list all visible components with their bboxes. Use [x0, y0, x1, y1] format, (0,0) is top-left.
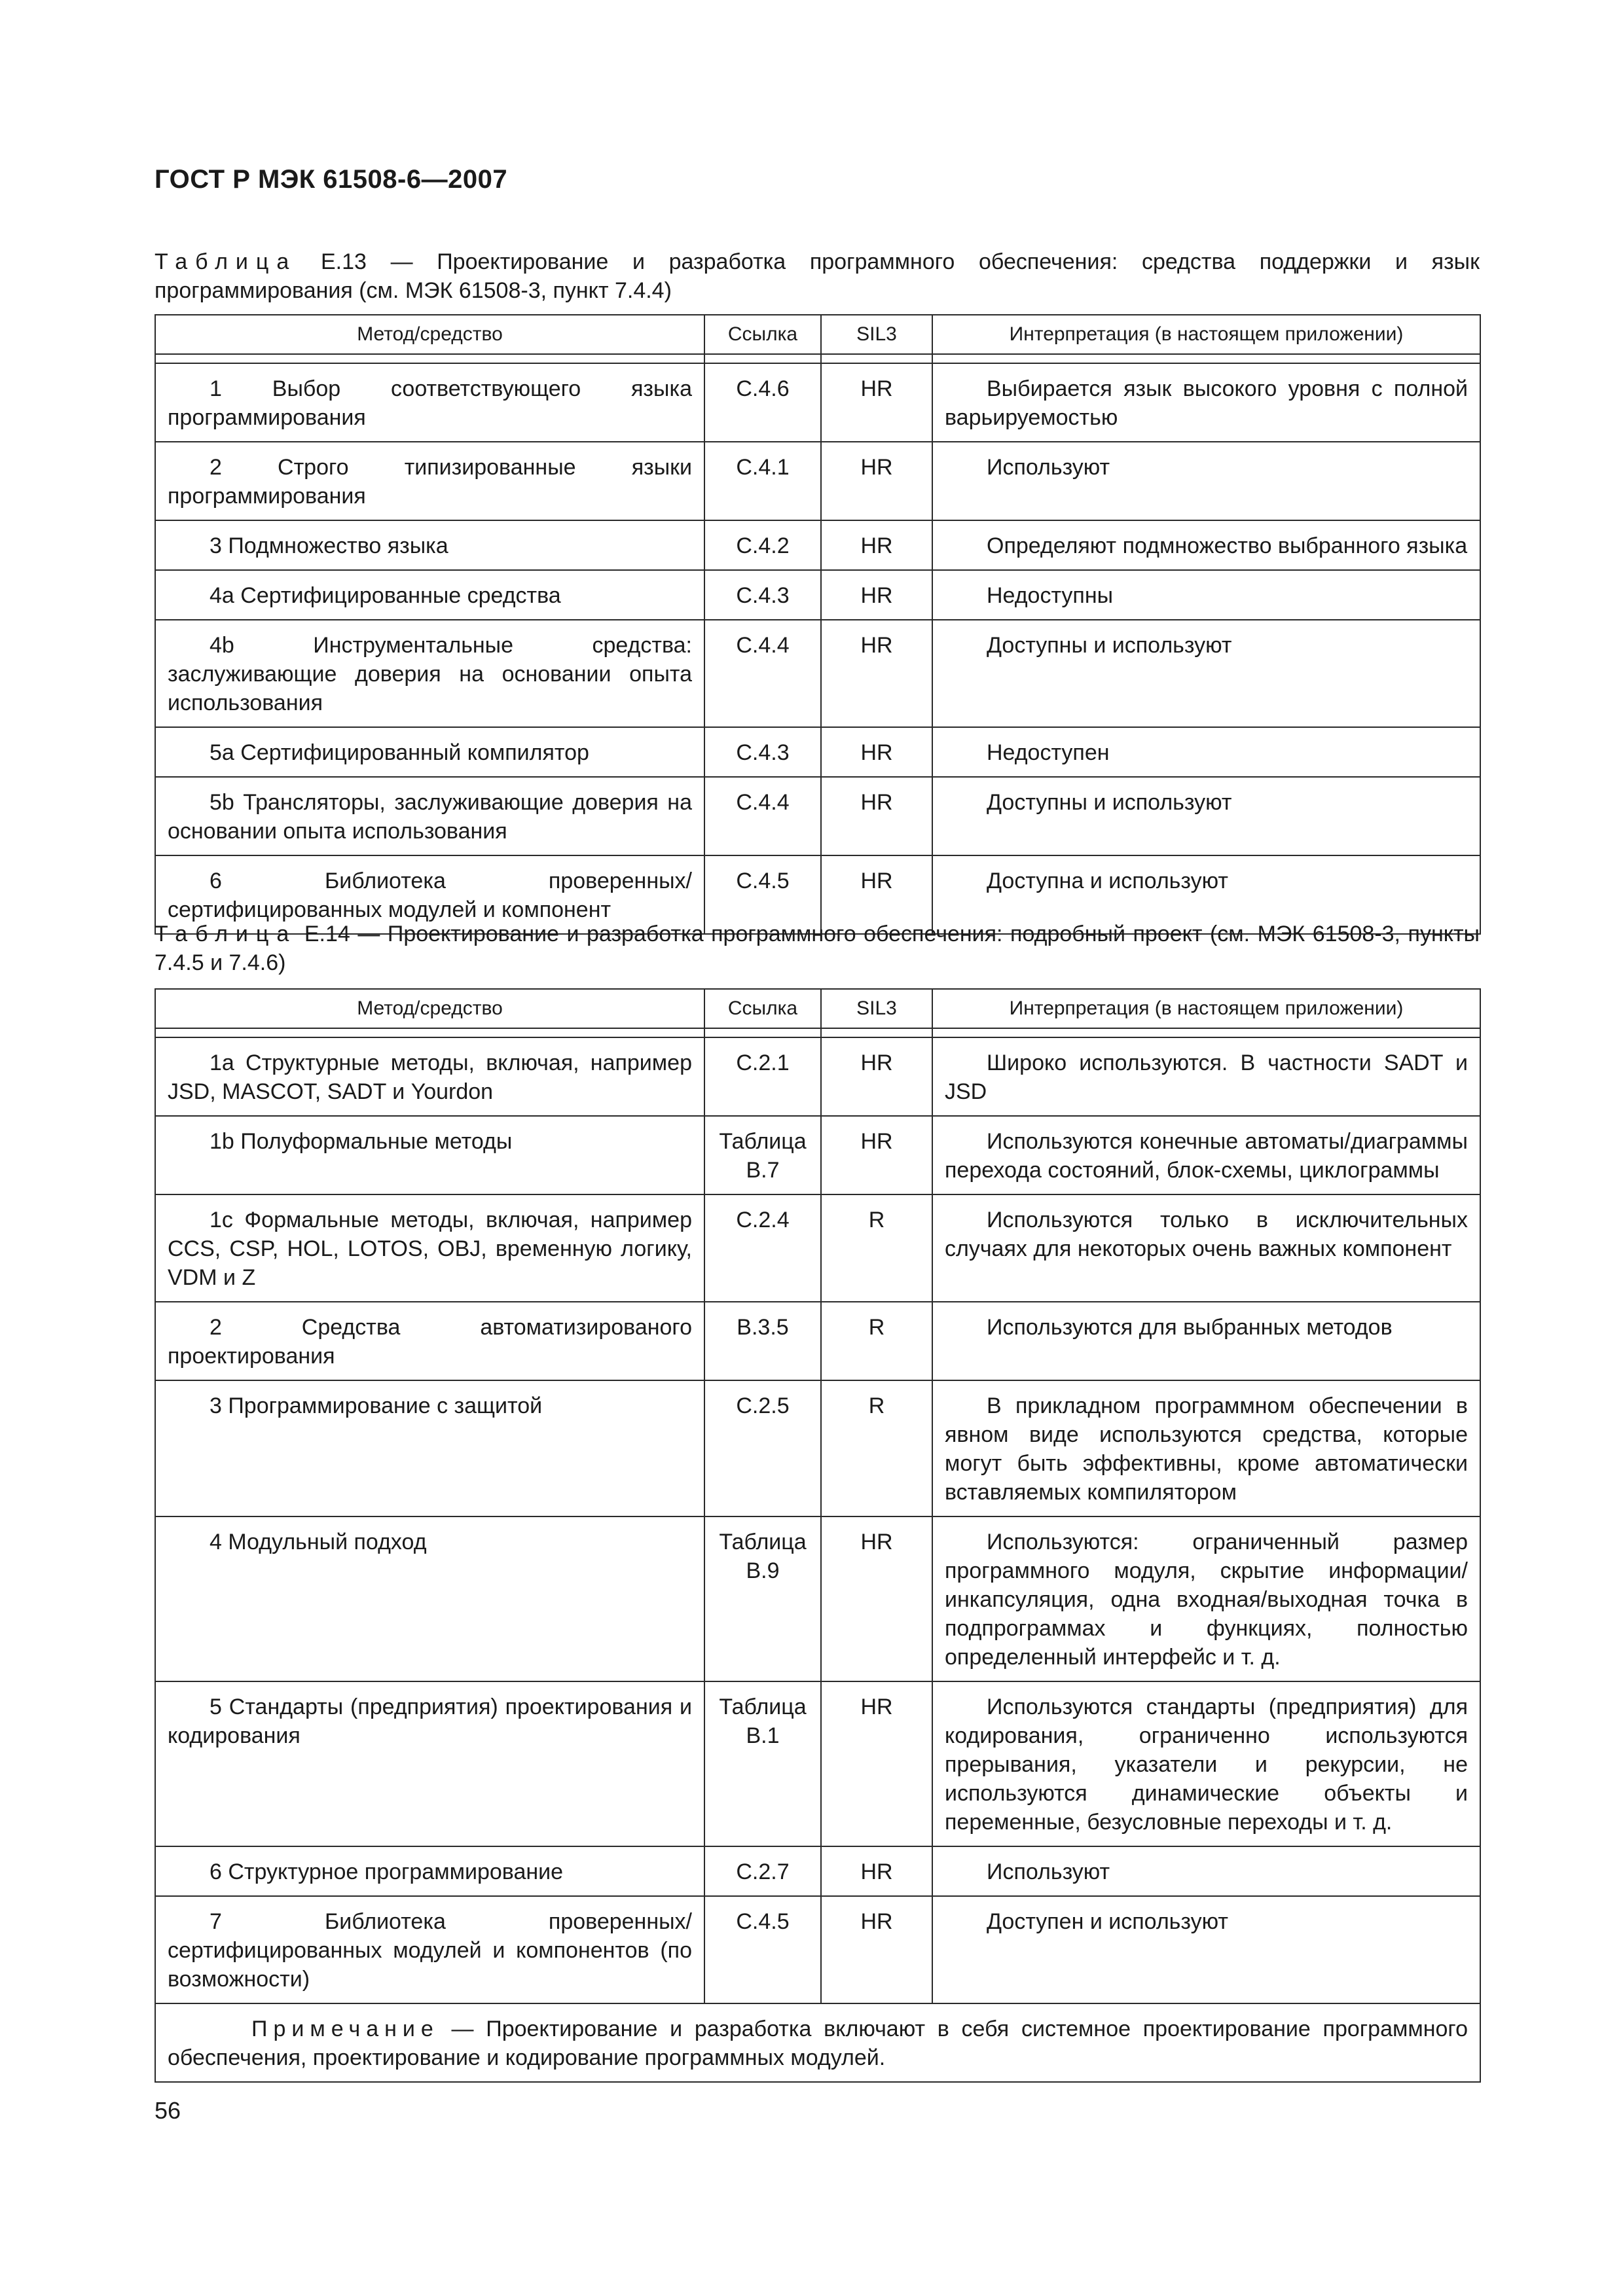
sil-cell: HR	[821, 1037, 932, 1116]
table-e14-note	[155, 2003, 1480, 2082]
table-row	[155, 363, 1480, 442]
note-label: Примечание	[251, 2017, 439, 2041]
method-cell: 4a Сертифицированные средства	[155, 570, 704, 620]
column-header-sil: SIL3	[821, 989, 932, 1028]
table-row	[155, 1037, 1480, 1116]
method-cell: 4 Модульный подход	[155, 1516, 704, 1681]
table-row	[155, 1846, 1480, 1896]
table-e13	[155, 314, 1481, 935]
sil-cell: HR	[821, 1516, 932, 1681]
interpretation-cell: Доступны и используют	[932, 777, 1480, 855]
sil-cell: HR	[821, 1846, 932, 1896]
method-cell: 1c Формальные методы, включая, например CCS, CSP, HOL, LOTOS, OBJ, временную логику, VDM и Z	[155, 1194, 704, 1302]
sil-cell: R	[821, 1302, 932, 1380]
ref-cell: С.4.5	[704, 1896, 821, 2003]
sil-cell: HR	[821, 363, 932, 442]
sil-cell: R	[821, 1194, 932, 1302]
ref-cell: С.4.5	[704, 855, 821, 934]
table-e13-header-row	[155, 315, 1480, 354]
interpretation-cell: Используются конечные автоматы/диаграммы перехода состояний, блок-схемы, циклограммы	[932, 1116, 1480, 1194]
method-cell: 6 Структурное программирование	[155, 1846, 704, 1896]
column-header-method: Метод/средство	[155, 315, 704, 354]
standard-header: ГОСТ Р МЭК 61508-6—2007	[155, 165, 508, 194]
method-cell: 3 Программирование с защитой	[155, 1380, 704, 1516]
method-cell: 4b Инструментальные средства: заслуживающие доверия на основании опыта использования	[155, 620, 704, 727]
header-separator	[155, 1028, 1480, 1037]
sil-cell: HR	[821, 1681, 932, 1846]
table-row	[155, 777, 1480, 855]
interpretation-cell: Доступны и используют	[932, 620, 1480, 727]
table-row	[155, 520, 1480, 570]
table-row	[155, 1681, 1480, 1846]
interpretation-cell: Используются стандарты (предприятия) для кодирования, ограниченно используются прерывания, указатели и рекурсии, не используются динамические объекты и переменные, безусловные переходы и т. д.	[932, 1681, 1480, 1846]
table-e14-caption-text: Е.14 — Проектирование и разработка программного обеспечения: подробный проект (см. МЭК 61508-3, пункты 7.4.5 и 7.4.6)	[155, 922, 1480, 975]
column-header-ref: Ссылка	[704, 989, 821, 1028]
column-header-method: Метод/средство	[155, 989, 704, 1028]
ref-cell: С.2.1	[704, 1037, 821, 1116]
note-text: — Проектирование и разработка включают в себя системное проектирование программного обеспечения, проектирование и кодирование программных модулей.	[168, 2017, 1468, 2070]
method-cell: 1 Выбор соответствующего языка программирования	[155, 363, 704, 442]
column-header-interp: Интерпретация (в настоящем приложении)	[932, 989, 1480, 1028]
ref-cell: С.2.7	[704, 1846, 821, 1896]
sil-cell: HR	[821, 570, 932, 620]
interpretation-cell: Определяют подмножество выбранного языка	[932, 520, 1480, 570]
table-e13-caption-word: Таблица	[155, 249, 297, 274]
sil-cell: HR	[821, 520, 932, 570]
ref-cell: Таблица В.1	[704, 1681, 821, 1846]
interpretation-cell: Доступен и используют	[932, 1896, 1480, 2003]
table-row	[155, 1302, 1480, 1380]
interpretation-cell: Используют	[932, 442, 1480, 520]
table-row	[155, 570, 1480, 620]
interpretation-cell: Используются только в исключительных случаях для некоторых очень важных компонент	[932, 1194, 1480, 1302]
interpretation-cell: Недоступен	[932, 727, 1480, 777]
page-number: 56	[155, 2097, 181, 2124]
sil-cell: R	[821, 1380, 932, 1516]
method-cell: 5 Стандарты (предприятия) проектирования и кодирования	[155, 1681, 704, 1846]
sil-cell: HR	[821, 727, 932, 777]
ref-cell: С.4.4	[704, 777, 821, 855]
table-row	[155, 1896, 1480, 2003]
sil-cell: HR	[821, 777, 932, 855]
ref-cell: С.4.3	[704, 570, 821, 620]
ref-cell: С.4.3	[704, 727, 821, 777]
table-e13-caption-text: Е.13 — Проектирование и разработка программного обеспечения: средства поддержки и язык программирования (см. МЭК 61508-3, пункт 7.4.4)	[155, 249, 1480, 303]
table-row	[155, 442, 1480, 520]
table-row	[155, 1516, 1480, 1681]
sil-cell: HR	[821, 855, 932, 934]
table-row	[155, 727, 1480, 777]
table-row	[155, 1194, 1480, 1302]
ref-cell: С.4.1	[704, 442, 821, 520]
sil-cell: HR	[821, 1896, 932, 2003]
ref-cell: С.4.4	[704, 620, 821, 727]
method-cell: 1a Структурные методы, включая, например JSD, MASCOT, SADT и Yourdon	[155, 1037, 704, 1116]
interpretation-cell: Используются для выбранных методов	[932, 1302, 1480, 1380]
table-row	[155, 620, 1480, 727]
method-cell: 5b Трансляторы, заслуживающие доверия на основании опыта использования	[155, 777, 704, 855]
table-e14-caption-word: Таблица	[155, 922, 297, 946]
method-cell: 3 Подмножество языка	[155, 520, 704, 570]
ref-cell: В.3.5	[704, 1302, 821, 1380]
interpretation-cell: Недоступны	[932, 570, 1480, 620]
table-e13-caption	[155, 247, 1480, 305]
table-row	[155, 1116, 1480, 1194]
ref-cell: С.4.6	[704, 363, 821, 442]
method-cell: 7 Библиотека проверенных/сертифицированных модулей и компонентов (по возможности)	[155, 1896, 704, 2003]
sil-cell: HR	[821, 442, 932, 520]
ref-cell: С.4.2	[704, 520, 821, 570]
method-cell: 6 Библиотека проверенных/сертифицированных модулей и компонент	[155, 855, 704, 934]
ref-cell: Таблица В.9	[704, 1516, 821, 1681]
table-e14-caption	[155, 920, 1480, 977]
method-cell: 2 Строго типизированные языки программирования	[155, 442, 704, 520]
column-header-sil: SIL3	[821, 315, 932, 354]
method-cell: 1b Полуформальные методы	[155, 1116, 704, 1194]
interpretation-cell: Широко используются. В частности SADT и JSD	[932, 1037, 1480, 1116]
interpretation-cell: В прикладном программном обеспечении в явном виде используются средства, которые могут быть эффективны, кроме автоматически вставляемых компилятором	[932, 1380, 1480, 1516]
method-cell: 5a Сертифицированный компилятор	[155, 727, 704, 777]
sil-cell: HR	[821, 1116, 932, 1194]
table-row	[155, 1380, 1480, 1516]
column-header-interp: Интерпретация (в настоящем приложении)	[932, 315, 1480, 354]
ref-cell: С.2.5	[704, 1380, 821, 1516]
interpretation-cell: Выбирается язык высокого уровня с полной варьируемостью	[932, 363, 1480, 442]
ref-cell: С.2.4	[704, 1194, 821, 1302]
column-header-ref: Ссылка	[704, 315, 821, 354]
interpretation-cell: Используют	[932, 1846, 1480, 1896]
table-e14-note-row	[155, 2003, 1480, 2082]
table-e14-header-row	[155, 989, 1480, 1028]
header-separator	[155, 354, 1480, 363]
method-cell: 2 Средства автоматизированого проектирования	[155, 1302, 704, 1380]
ref-cell: Таблица В.7	[704, 1116, 821, 1194]
table-e14	[155, 988, 1481, 2083]
interpretation-cell: Доступна и используют	[932, 855, 1480, 934]
interpretation-cell: Используются: ограниченный размер программного модуля, скрытие информации/инкапсуляция, одна входная/выходная точка в подпрограммах и функциях, полностью определенный интерфейс и т. д.	[932, 1516, 1480, 1681]
sil-cell: HR	[821, 620, 932, 727]
